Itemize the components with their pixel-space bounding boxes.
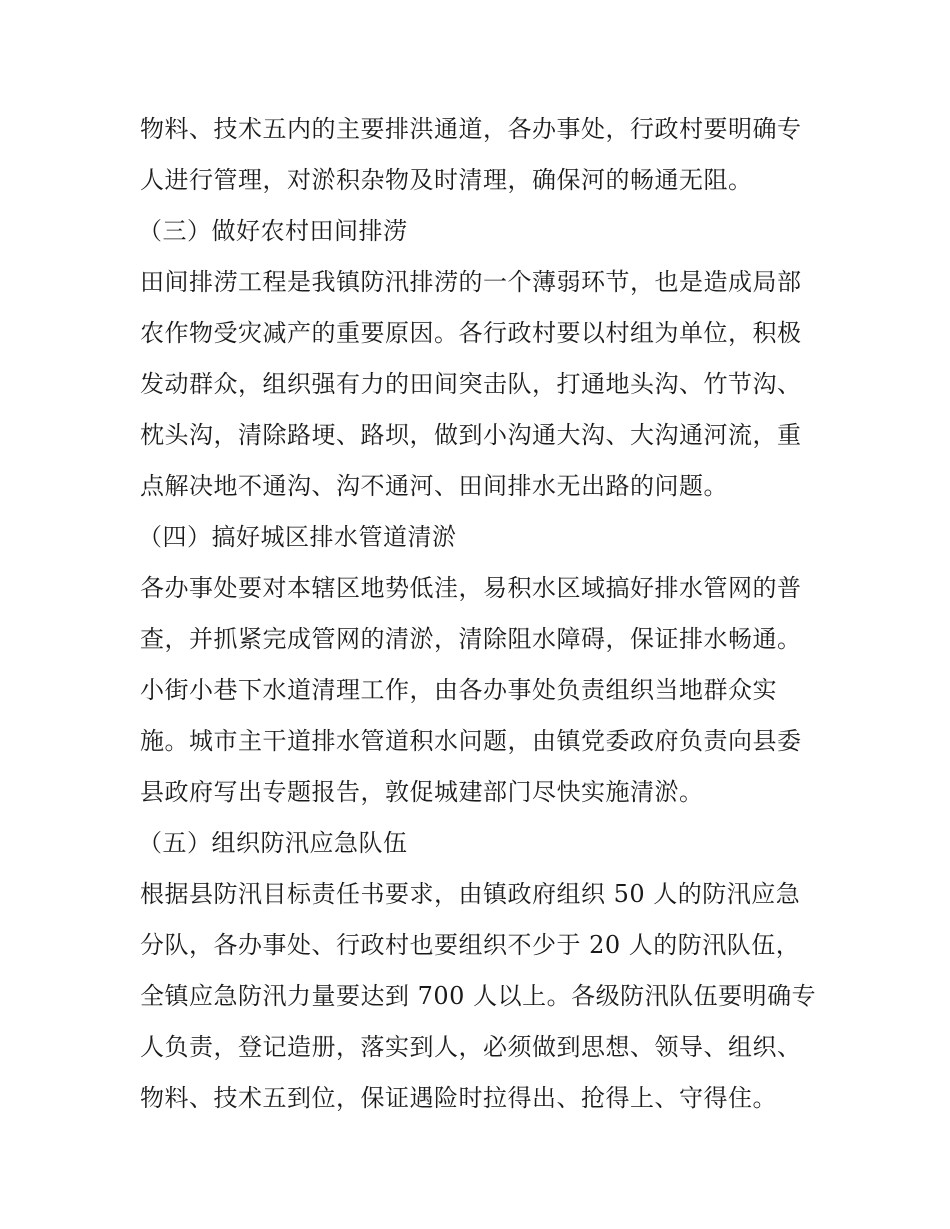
body-line: 县政府写出专题报告，敦促城建部门尽快实施清淤。 xyxy=(140,778,704,806)
section-heading: （三）做好农村田间排涝 xyxy=(138,217,408,245)
body-line: 农作物受灾减产的重要原因。各行政村要以村组为单位，积极 xyxy=(140,319,802,347)
section-heading: （五）组织防汛应急队伍 xyxy=(138,829,408,857)
body-line: 人进行管理，对淤积杂物及时清理，确保河的畅通无阻。 xyxy=(140,166,753,194)
body-line: 人负责，登记造册，落实到人，必须做到思想、领导、组织、 xyxy=(140,1033,802,1061)
body-line: 根据县防汛目标责任书要求，由镇政府组织 50 人的防汛应急 xyxy=(140,880,801,908)
body-line: 小街小巷下水道清理工作，由各办事处负责组织当地群众实 xyxy=(140,676,777,704)
section-heading: （四）搞好城区排水管道清淤 xyxy=(138,523,457,551)
body-line: 田间排涝工程是我镇防汛排涝的一个薄弱环节，也是造成局部 xyxy=(140,268,802,296)
body-line: 分队，各办事处、行政村也要组织不少于 20 人的防汛队伍， xyxy=(140,931,801,959)
body-line: 点解决地不通沟、沟不通河、田间排水无出路的问题。 xyxy=(140,472,728,500)
body-line: 查，并抓紧完成管网的清淤，清除阻水障碍，保证排水畅通。 xyxy=(140,625,802,653)
body-line: 枕头沟，清除路埂、路坝，做到小沟通大沟、大沟通河流，重 xyxy=(140,421,802,449)
body-line: 发动群众，组织强有力的田间突击队，打通地头沟、竹节沟、 xyxy=(140,370,802,398)
body-line: 各办事处要对本辖区地势低洼，易积水区域搞好排水管网的普 xyxy=(140,574,802,602)
body-line: 全镇应急防汛力量要达到 700 人以上。各级防汛队伍要明确专 xyxy=(140,982,817,1010)
document-body xyxy=(140,104,820,1124)
body-line: 物料、技术五到位，保证遇险时拉得出、抢得上、守得住。 xyxy=(140,1084,777,1112)
body-line: 物料、技术五内的主要排洪通道，各办事处，行政村要明确专 xyxy=(140,115,802,143)
body-line: 施。城市主干道排水管道积水问题，由镇党委政府负责向县委 xyxy=(140,727,802,755)
